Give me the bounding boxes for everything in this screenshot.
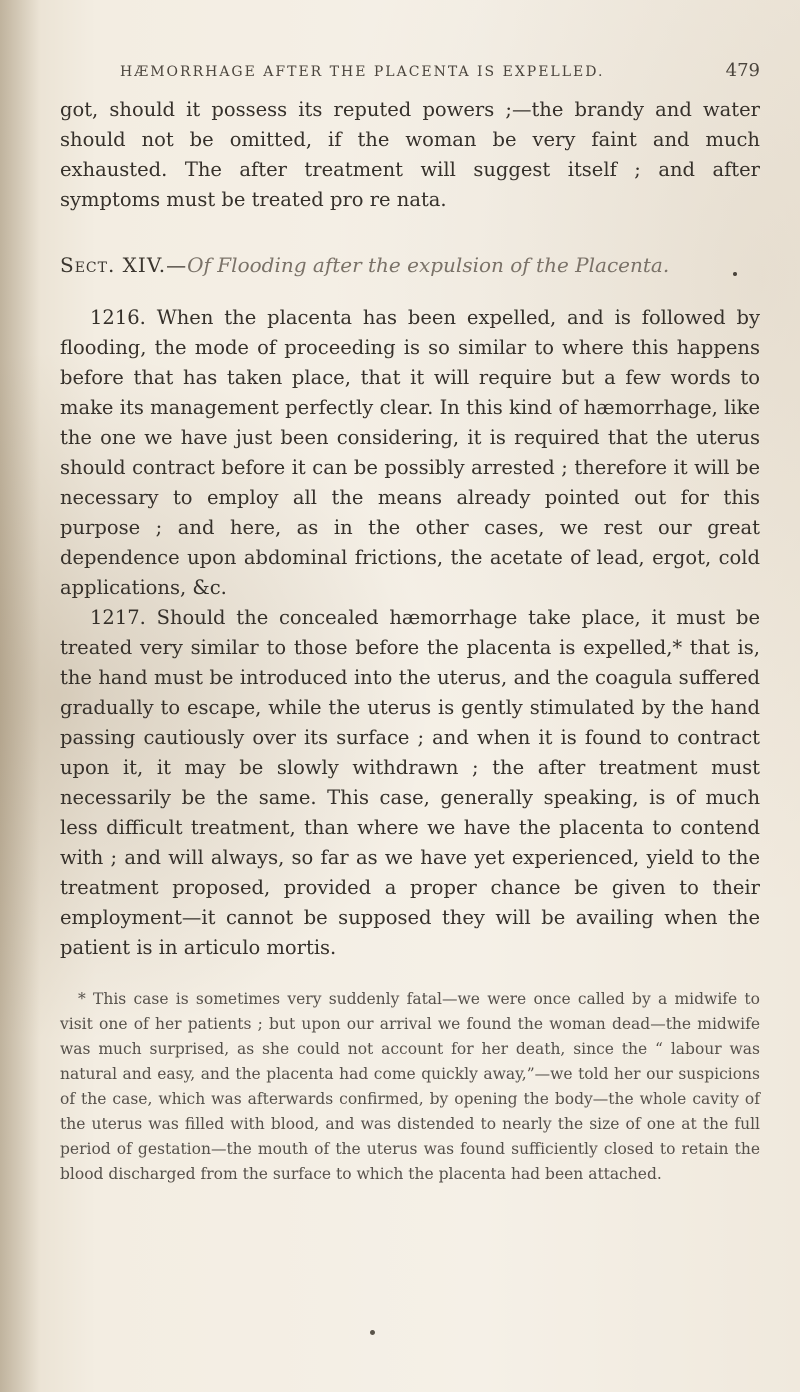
section-heading xyxy=(60,253,760,277)
ink-spot xyxy=(733,272,737,276)
section-title: Of Flooding after the expulsion of the Placenta. xyxy=(187,253,670,277)
section-label: Sect. XIV.— xyxy=(60,253,188,277)
footnote: * This case is sometimes very suddenly fatal—we were once called by a midwife to visit one of her patients ; but upon our arrival we found the woman dead—the midwife was much surprised, as she could not account for her death, since the “ labour was natural and easy, and the placenta had come quickly away,”—we told her our suspicions of the case, which was afterwards confirmed, by opening the body—the whole cavity of the uterus was filled with blood, and was distended to nearly the size of one at the full period of gestation—the mouth of the uterus was found sufficiently closed to retain the blood discharged from the surface to which the placenta had been attached. xyxy=(60,990,760,1183)
running-head xyxy=(120,60,760,81)
page-spine-shadow xyxy=(0,0,40,1392)
paragraph-1216: 1216. When the placenta has been expelled, and is followed by flooding, the mode of proceeding is so similar to where this happens before that has taken place, that it will require but a few words to make its management perfectly clear. In this kind of hæmorrhage, like the one we have just been considering, it is required that the uterus should contract before it can be possibly arrested ; therefore it will be necessary to employ all the means already pointed out for this purpose ; and here, as in the other cases, we rest our great dependence upon abdominal frictions, the acetate of lead, ergot, cold applications, &c. xyxy=(60,306,760,599)
opening-paragraph: got, should it possess its reputed powers ;—the brandy and water should not be omitted, if the woman be very faint and much exhausted. The after treatment will suggest itself ; and after symptoms must be treated pro re nata. xyxy=(60,98,760,211)
page-number: 479 xyxy=(725,60,760,81)
page-content xyxy=(60,60,760,1203)
running-title: HÆMORRHAGE AFTER THE PLACENTA IS EXPELLED. xyxy=(120,64,605,80)
page-dot-mark xyxy=(370,1330,375,1335)
paragraph-1217: 1217. Should the concealed hæmorrhage take place, it must be treated very similar to those before the placenta is expelled,* that is, the hand must be introduced into the uterus, and the coagula suffered gradually to escape, while the uterus is gently stimulated by the hand passing cautiously over its surface ; and when it is found to contract upon it, it may be slowly withdrawn ; the after treatment must necessarily be the same. This case, generally speaking, is of much less difficult treatment, than where we have the placenta to contend with ; and will always, so far as we have yet experienced, yield to the treatment proposed, provided a proper chance be given to their employment—it cannot be supposed they will be availing when the patient is in articulo mortis. xyxy=(60,606,760,959)
